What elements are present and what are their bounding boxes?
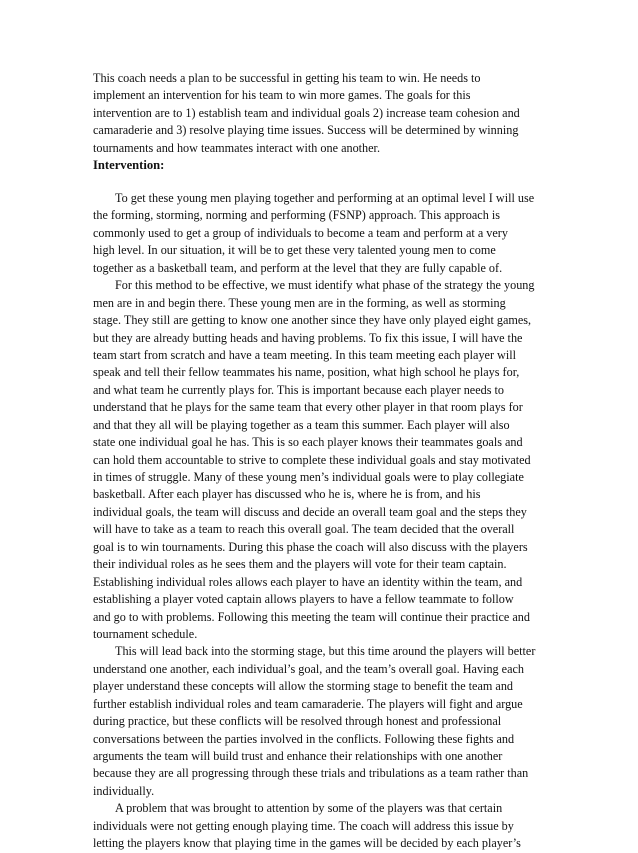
text-line: camaraderie and 3) resolve playing time issues. Success will be determined by winning: [93, 123, 519, 138]
text-line: men are in and begin there. These young men are in the forming, as well as storming: [93, 295, 506, 310]
text-line: goal is to win tournaments. During this phase the coach will also discuss with the players: [93, 539, 528, 554]
text-line: and what team he currently plays for. This is important because each player needs to: [93, 382, 504, 397]
text-line: speak and tell their fellow teammates his name, position, what high school he plays for,: [93, 365, 520, 380]
text-line: stage. They still are getting to know one another since they have only played eight games,: [93, 313, 532, 328]
text-line: and that they all will be playing together as a team this summer. Each player will also: [93, 417, 510, 432]
text-line: conversations between the parties involved in the conflicts. Following these fights and: [93, 731, 515, 746]
text-line: letting the players know that playing time in the games will be decided by each player’s: [93, 836, 521, 851]
text-line: commonly used to get a group of individuals to become a team and perform at a very: [93, 225, 508, 240]
text-line: can hold them accountable to strive to complete these individual goals and stay motivated: [93, 452, 531, 467]
text-line: individual goals, the team will discuss and decide an overall team goal and the steps they: [93, 504, 527, 519]
text-line: individually.: [93, 783, 155, 798]
intervention-body: [93, 190, 553, 853]
text-line: in times of struggle. Many of these young men’s individual goals were to play collegiate: [93, 470, 524, 484]
text-line: during practice, but these conflicts will be resolved through honest and professional: [93, 714, 502, 729]
text-line: team start from scratch and have a team meeting. In this team meeting each player will: [93, 347, 517, 362]
intro-paragraph: [93, 70, 553, 157]
paragraph-first-line: For this method to be effective, we must identify what phase of the strategy the young: [115, 278, 535, 293]
text-line: tournaments and how teammates interact with one another.: [93, 140, 380, 155]
text-line: will have to take as a team to reach this overall goal. The team decided that the overall: [93, 522, 515, 537]
paragraph-first-line: To get these young men playing together and performing at an optimal level I will use: [115, 191, 535, 205]
text-line: high level. In our situation, it will be to get these very talented young men to come: [93, 243, 496, 258]
text-line: basketball. After each player has discussed who he is, where he is from, and his: [93, 487, 481, 502]
text-line: further establish individual roles and team camaraderie. The players will fight and argue: [93, 696, 523, 711]
text-line: individuals were not getting enough playing time. The coach will address this issue by: [93, 818, 514, 833]
text-line: establishing a player voted captain allows players to have a fellow teammate to follow: [93, 592, 514, 607]
text-line: but they are already butting heads and having problems. To fix this issue, I will have the: [93, 330, 523, 345]
text-line: player understand these concepts will allow the storming stage to benefit the team and: [93, 679, 514, 694]
paragraph-first-line: This will lead back into the storming stage, but this time around the players will better: [115, 644, 536, 659]
text-line: implement an intervention for his team to win more games. The goals for this: [93, 88, 471, 103]
text-line: state one individual goal he has. This is so each player knows their teammates goals and: [93, 435, 523, 450]
text-line: intervention are to 1) establish team and individual goals 2) increase team cohesion and: [93, 105, 520, 120]
text-line: the forming, storming, norming and performing (FSNP) approach. This approach is: [93, 208, 500, 223]
text-line: This coach needs a plan to be successful in getting his team to win. He needs to: [93, 71, 481, 85]
section-heading: Intervention:: [93, 158, 165, 172]
text-line: their individual roles as he sees them and the players will vote for their team captain.: [93, 557, 507, 572]
text-line: arguments the team will build trust and enhance their relationships with one another: [93, 749, 503, 763]
text-line: tournament schedule.: [93, 626, 198, 641]
text-line: and go to with problems. Following this meeting the team will continue their practice and: [93, 609, 530, 624]
paragraph-first-line: A problem that was brought to attention by some of the players was that certain: [115, 801, 503, 816]
text-line: Establishing individual roles allows each player to have an identity within the team, and: [93, 574, 523, 589]
text-line: understand that he plays for the same team that every other player in that room plays for: [93, 400, 523, 415]
text-line: because they are all progressing through these trials and tribulations as a team rather than: [93, 766, 529, 781]
text-line: together as a basketball team, and perform at the level that they are fully capable of.: [93, 260, 503, 275]
text-line: understand one another, each individual’s goal, and the team’s overall goal. Having each: [93, 661, 525, 676]
